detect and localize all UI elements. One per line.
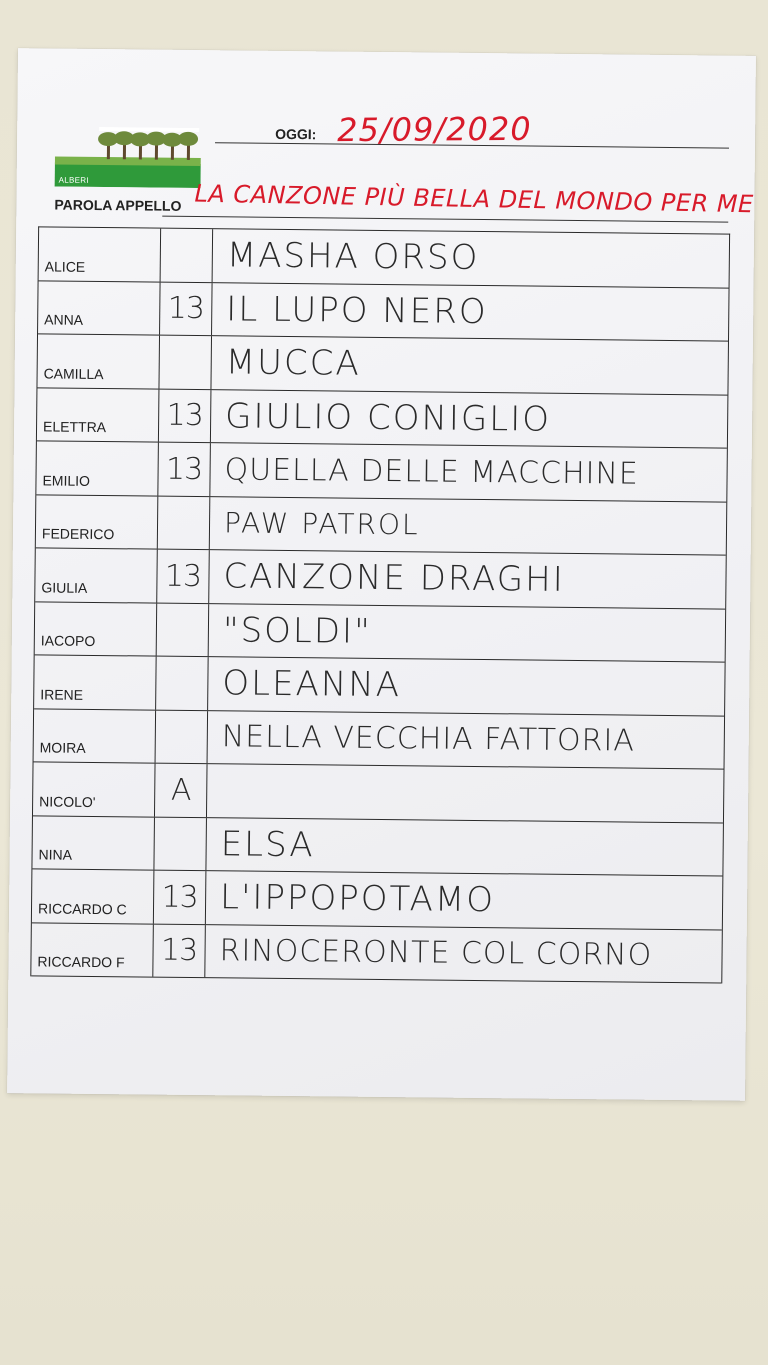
student-name: ALICE [39,227,162,281]
student-answer: CANZONE DRAGHI [223,556,565,601]
student-mark: A [155,764,208,817]
student-answer: MUCCA [225,342,361,384]
student-mark [159,336,212,389]
student-mark: 13 [154,871,207,924]
table-row [32,869,723,930]
student-mark [156,710,209,763]
student-mark: 13 [157,550,210,603]
student-name: MOIRA [34,709,157,763]
student-answer: "SOLDI" [222,610,372,652]
student-name: FEDERICO [36,495,159,549]
student-answer: GIULIO CONIGLIO [224,396,552,440]
student-mark [157,603,210,656]
date-label: OGGI: [275,125,317,143]
paper-sheet [7,48,756,1101]
student-mark [161,229,214,282]
table-row [34,709,725,770]
table-row [38,281,729,342]
student-answer: IL LUPO NERO [226,289,488,332]
password-value: LA CANZONE PIÙ BELLA DEL MONDO PER ME [194,179,754,219]
table-row [34,655,725,716]
student-answer: PAW PATROL [223,506,420,542]
student-mark [154,817,207,870]
student-mark [158,496,211,549]
student-answer: RINOCERONTE COL CORNO [219,933,653,974]
student-answer [207,764,724,822]
table-row [37,334,728,395]
student-answer: MASHA ORSO [226,235,480,279]
student-name: IACOPO [35,602,158,656]
student-answer: NELLA VECCHIA FATTORIA [221,719,636,759]
student-name: NINA [32,816,155,870]
student-mark: 13 [160,282,213,335]
table-row [33,762,724,823]
password-underline [162,216,728,223]
student-answer: ELSA [220,824,315,866]
student-answer: OLEANNA [222,663,402,706]
student-answer: L'IPPOPOTAMO [219,877,496,921]
student-mark: 13 [158,443,211,496]
table-row [36,495,727,556]
student-answer: QUELLA DELLE MACCHINE [224,452,640,492]
password-label: PAROLA APPELLO [54,196,182,214]
student-mark [156,657,209,710]
table-row [36,441,727,502]
roster-table [30,226,730,983]
table-row [39,227,730,288]
student-name: NICOLO' [33,762,156,816]
table-row [37,388,728,449]
alberi-logo [55,127,202,189]
student-name: RICCARDO F [31,923,154,977]
table-row [35,548,726,609]
student-name: CAMILLA [37,334,160,388]
table-row [31,923,722,984]
student-name: IRENE [34,655,157,709]
student-name: ANNA [38,281,161,335]
student-name: GIULIA [35,548,158,602]
table-row [35,602,726,663]
student-mark: 13 [159,389,212,442]
student-name: EMILIO [36,441,159,495]
logo-label: ALBERI [58,175,89,185]
date-value: 25/09/2020 [337,109,532,150]
student-name: RICCARDO C [32,869,155,923]
student-name: ELETTRA [37,388,160,442]
student-mark: 13 [153,924,206,977]
table-row [32,816,723,877]
